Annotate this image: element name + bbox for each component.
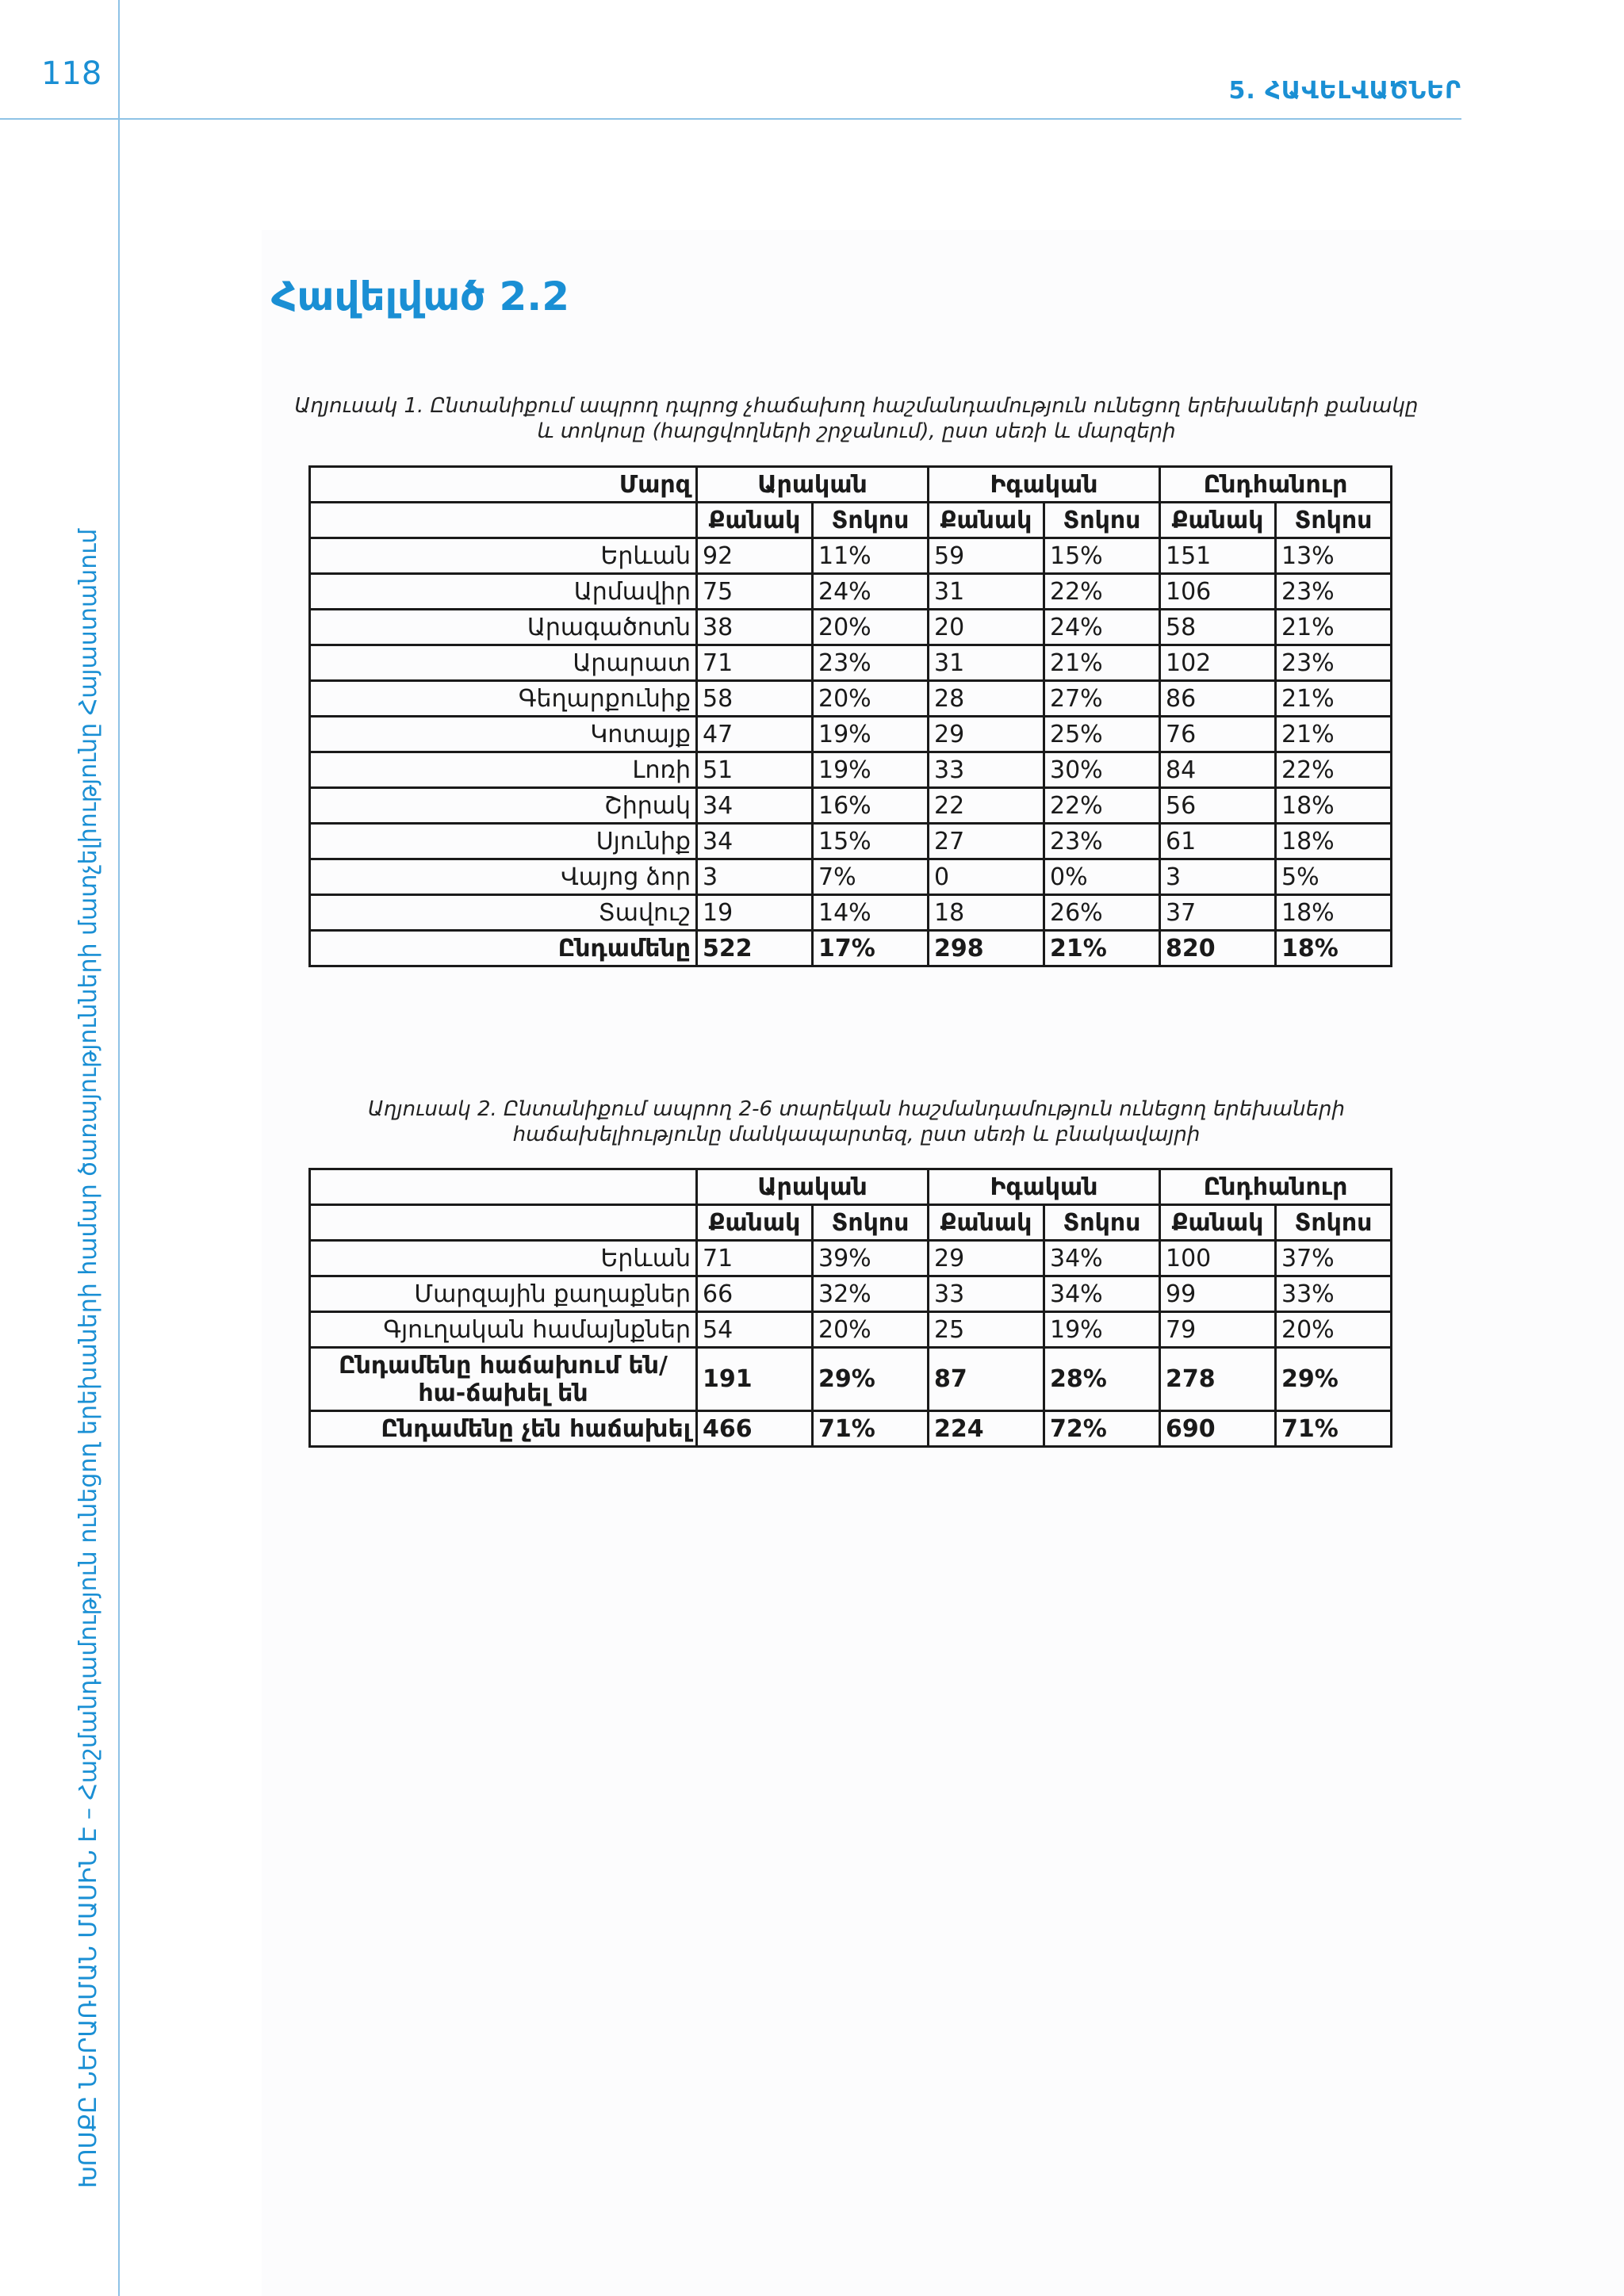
table-header-row <box>310 467 1392 503</box>
count-cell: 56 <box>1160 788 1276 824</box>
percent-cell: 7% <box>813 859 929 895</box>
empty-header-cell <box>310 1205 697 1241</box>
count-cell: 191 <box>697 1348 813 1411</box>
subheader-percent: Տոկոս <box>813 1205 929 1241</box>
count-cell: 0 <box>929 859 1044 895</box>
percent-cell: 34% <box>1044 1276 1160 1312</box>
count-cell: 18 <box>929 895 1044 931</box>
percent-cell: 0% <box>1044 859 1160 895</box>
empty-header-cell <box>310 1169 697 1205</box>
percent-cell: 25% <box>1044 717 1160 752</box>
row-label: Ընդամենը հաճախում են/հա-ճախել են <box>310 1348 697 1411</box>
count-cell: 86 <box>1160 681 1276 717</box>
table-row <box>310 645 1392 681</box>
table-row <box>310 574 1392 610</box>
table-row <box>310 859 1392 895</box>
subheader-percent: Տոկոս <box>1044 503 1160 538</box>
count-cell: 22 <box>929 788 1044 824</box>
column-group-total: Ընդհանուր <box>1160 467 1392 503</box>
percent-cell: 20% <box>813 1312 929 1348</box>
percent-cell: 22% <box>1044 574 1160 610</box>
table-row <box>310 610 1392 645</box>
count-cell: 278 <box>1160 1348 1276 1411</box>
count-cell: 34 <box>697 788 813 824</box>
count-cell: 522 <box>697 931 813 966</box>
page-title: Հավելված 2.2 <box>271 274 570 320</box>
percent-cell: 23% <box>1276 574 1392 610</box>
row-label: Կոտայք <box>310 717 697 752</box>
percent-cell: 18% <box>1276 895 1392 931</box>
row-label: Երևան <box>310 538 697 574</box>
count-cell: 106 <box>1160 574 1276 610</box>
table2-caption: Աղյուսակ 2. Ընտանիքում ապրող 2-6 տարեկան հաշմանդամություն ունեցող երեխաների հաճախելիությունը մանկապարտեզ, ըստ սեռի և բնակավայրի <box>368 1097 1345 1146</box>
row-label: Երևան <box>310 1241 697 1276</box>
row-label: Վայոց ձոր <box>310 859 697 895</box>
percent-cell: 14% <box>813 895 929 931</box>
section-header: 5. ՀԱՎԵԼՎԱԾՆԵՐ <box>1228 77 1461 105</box>
percent-cell: 32% <box>813 1276 929 1312</box>
row-label: Գեղարքունիք <box>310 681 697 717</box>
row-label: Ընդամենը <box>310 931 697 966</box>
percent-cell: 23% <box>813 645 929 681</box>
percent-cell: 21% <box>1044 931 1160 966</box>
count-cell: 33 <box>929 752 1044 788</box>
percent-cell: 21% <box>1276 681 1392 717</box>
count-cell: 3 <box>1160 859 1276 895</box>
table-total-row <box>310 1348 1392 1411</box>
count-cell: 76 <box>1160 717 1276 752</box>
table1 <box>308 465 1392 967</box>
percent-cell: 22% <box>1044 788 1160 824</box>
percent-cell: 28% <box>1044 1348 1160 1411</box>
header-horizontal-rule <box>0 118 1461 120</box>
table-total-row <box>310 1411 1392 1447</box>
percent-cell: 33% <box>1276 1276 1392 1312</box>
table-row <box>310 717 1392 752</box>
percent-cell: 20% <box>1276 1312 1392 1348</box>
percent-cell: 18% <box>1276 788 1392 824</box>
count-cell: 75 <box>697 574 813 610</box>
count-cell: 79 <box>1160 1312 1276 1348</box>
percent-cell: 72% <box>1044 1411 1160 1447</box>
row-label: Շիրակ <box>310 788 697 824</box>
row-label: Արմավիր <box>310 574 697 610</box>
count-cell: 87 <box>929 1348 1044 1411</box>
count-cell: 151 <box>1160 538 1276 574</box>
count-cell: 92 <box>697 538 813 574</box>
count-cell: 31 <box>929 645 1044 681</box>
count-cell: 59 <box>929 538 1044 574</box>
percent-cell: 24% <box>813 574 929 610</box>
subheader-percent: Տոկոս <box>1044 1205 1160 1241</box>
column-group-total: Ընդհանուր <box>1160 1169 1392 1205</box>
percent-cell: 19% <box>813 752 929 788</box>
count-cell: 38 <box>697 610 813 645</box>
subheader-count: Քանակ <box>697 503 813 538</box>
percent-cell: 34% <box>1044 1241 1160 1276</box>
percent-cell: 21% <box>1276 610 1392 645</box>
margin-vertical-rule <box>118 0 120 2296</box>
percent-cell: 30% <box>1044 752 1160 788</box>
subheader-count: Քանակ <box>929 1205 1044 1241</box>
count-cell: 66 <box>697 1276 813 1312</box>
percent-cell: 17% <box>813 931 929 966</box>
count-cell: 690 <box>1160 1411 1276 1447</box>
percent-cell: 21% <box>1044 645 1160 681</box>
percent-cell: 21% <box>1276 717 1392 752</box>
subheader-percent: Տոկոս <box>813 503 929 538</box>
percent-cell: 24% <box>1044 610 1160 645</box>
row-label: Արարատ <box>310 645 697 681</box>
count-cell: 29 <box>929 1241 1044 1276</box>
count-cell: 298 <box>929 931 1044 966</box>
count-cell: 51 <box>697 752 813 788</box>
count-cell: 100 <box>1160 1241 1276 1276</box>
table-subheader-row <box>310 1205 1392 1241</box>
percent-cell: 71% <box>813 1411 929 1447</box>
count-cell: 19 <box>697 895 813 931</box>
count-cell: 31 <box>929 574 1044 610</box>
table-row <box>310 681 1392 717</box>
table-row <box>310 895 1392 931</box>
count-cell: 28 <box>929 681 1044 717</box>
percent-cell: 26% <box>1044 895 1160 931</box>
count-cell: 71 <box>697 645 813 681</box>
percent-cell: 19% <box>813 717 929 752</box>
count-cell: 58 <box>1160 610 1276 645</box>
subheader-count: Քանակ <box>929 503 1044 538</box>
row-label: Լոռի <box>310 752 697 788</box>
table-subheader-row <box>310 503 1392 538</box>
count-cell: 58 <box>697 681 813 717</box>
percent-cell: 23% <box>1044 824 1160 859</box>
table-row <box>310 824 1392 859</box>
percent-cell: 18% <box>1276 931 1392 966</box>
subheader-count: Քանակ <box>1160 503 1276 538</box>
column-group-male: Արական <box>697 467 929 503</box>
count-cell: 84 <box>1160 752 1276 788</box>
table-row <box>310 1241 1392 1276</box>
table-row <box>310 538 1392 574</box>
table1-caption: Աղյուսակ 1. Ընտանիքում ապրող դպրոց չհաճախող հաշմանդամություն ունեցող երեխաների քանակը և տոկոսը (հարցվողների շրջանում), ըստ սեռի և մարզերի <box>294 394 1419 443</box>
table-row <box>310 752 1392 788</box>
table2 <box>308 1168 1392 1448</box>
count-cell: 224 <box>929 1411 1044 1447</box>
percent-cell: 20% <box>813 681 929 717</box>
row-label: Արագածոտն <box>310 610 697 645</box>
count-cell: 29 <box>929 717 1044 752</box>
count-cell: 25 <box>929 1312 1044 1348</box>
count-cell: 54 <box>697 1312 813 1348</box>
empty-header-cell <box>310 503 697 538</box>
page-number: 118 <box>41 55 102 92</box>
percent-cell: 23% <box>1276 645 1392 681</box>
count-cell: 61 <box>1160 824 1276 859</box>
percent-cell: 13% <box>1276 538 1392 574</box>
subheader-count: Քանակ <box>1160 1205 1276 1241</box>
percent-cell: 22% <box>1276 752 1392 788</box>
percent-cell: 19% <box>1044 1312 1160 1348</box>
percent-cell: 20% <box>813 610 929 645</box>
row-label: Սյունիք <box>310 824 697 859</box>
column-group-male: Արական <box>697 1169 929 1205</box>
count-cell: 27 <box>929 824 1044 859</box>
percent-cell: 71% <box>1276 1411 1392 1447</box>
side-running-title: ԽՈՍՔԸ ՆԵՐԱՌՄԱՆ ՄԱՍԻՆ Է – Հաշմանդամություն ունեցող երեխաների համար ծառայությունների մատչելիությունը Հայաստանում <box>75 528 102 2188</box>
count-cell: 466 <box>697 1411 813 1447</box>
percent-cell: 18% <box>1276 824 1392 859</box>
count-cell: 33 <box>929 1276 1044 1312</box>
count-cell: 34 <box>697 824 813 859</box>
count-cell: 102 <box>1160 645 1276 681</box>
percent-cell: 11% <box>813 538 929 574</box>
column-header-region: Մարզ <box>310 467 697 503</box>
percent-cell: 37% <box>1276 1241 1392 1276</box>
count-cell: 47 <box>697 717 813 752</box>
table-row <box>310 788 1392 824</box>
table-header-row <box>310 1169 1392 1205</box>
table-row <box>310 1312 1392 1348</box>
count-cell: 820 <box>1160 931 1276 966</box>
count-cell: 3 <box>697 859 813 895</box>
percent-cell: 39% <box>813 1241 929 1276</box>
row-label: Գյուղական համայնքներ <box>310 1312 697 1348</box>
percent-cell: 27% <box>1044 681 1160 717</box>
row-label: Տավուշ <box>310 895 697 931</box>
column-group-female: Իգական <box>929 467 1160 503</box>
percent-cell: 16% <box>813 788 929 824</box>
subheader-percent: Տոկոս <box>1276 1205 1392 1241</box>
table-row <box>310 1276 1392 1312</box>
subheader-percent: Տոկոս <box>1276 503 1392 538</box>
row-label: Ընդամենը չեն հաճախել <box>310 1411 697 1447</box>
row-label: Մարզային քաղաքներ <box>310 1276 697 1312</box>
count-cell: 37 <box>1160 895 1276 931</box>
subheader-count: Քանակ <box>697 1205 813 1241</box>
percent-cell: 5% <box>1276 859 1392 895</box>
table-total-row <box>310 931 1392 966</box>
percent-cell: 29% <box>813 1348 929 1411</box>
percent-cell: 15% <box>813 824 929 859</box>
count-cell: 99 <box>1160 1276 1276 1312</box>
count-cell: 71 <box>697 1241 813 1276</box>
percent-cell: 29% <box>1276 1348 1392 1411</box>
count-cell: 20 <box>929 610 1044 645</box>
percent-cell: 15% <box>1044 538 1160 574</box>
column-group-female: Իգական <box>929 1169 1160 1205</box>
